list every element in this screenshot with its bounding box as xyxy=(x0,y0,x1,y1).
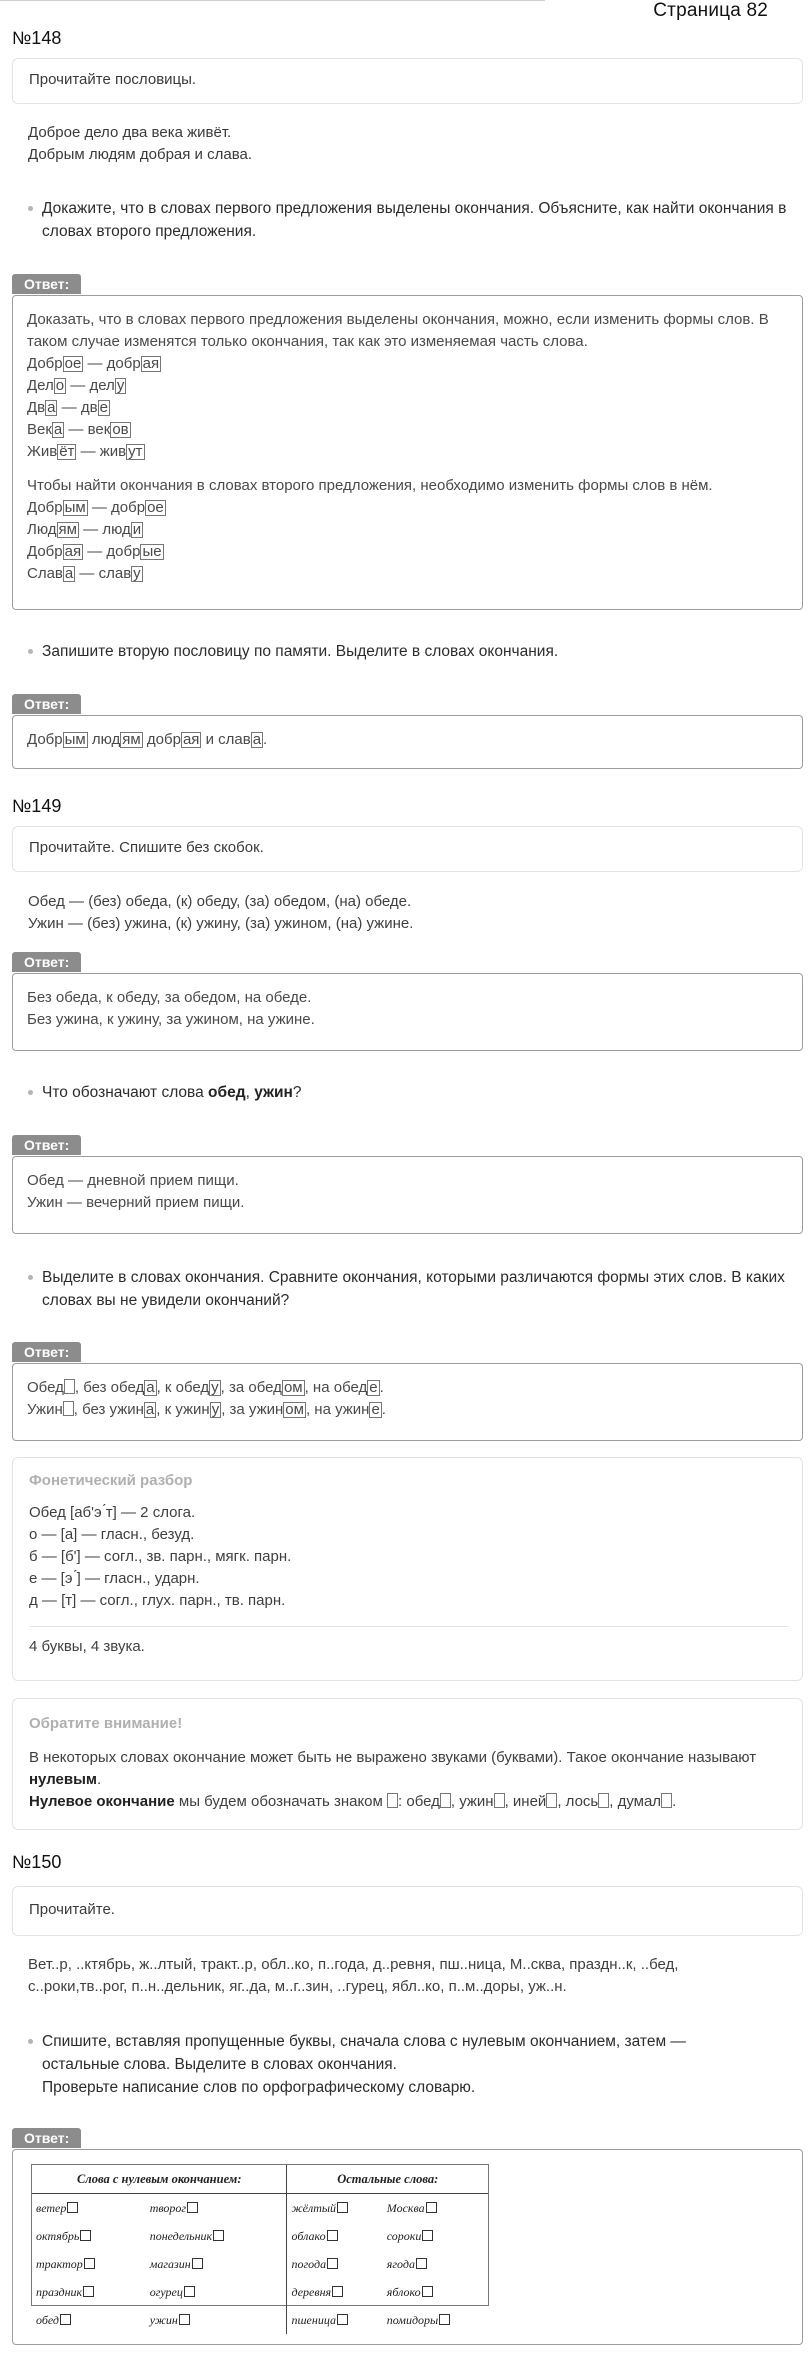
ending: ом xyxy=(283,1379,303,1396)
word-pairs-1 xyxy=(27,353,788,463)
table-row xyxy=(32,2306,488,2334)
word-stem: слав xyxy=(98,565,132,582)
ending-mark xyxy=(426,2202,437,2213)
phonetic-line: о — [а] — гласн., безуд. xyxy=(29,1526,195,1543)
ending-mark xyxy=(67,2202,78,2213)
word-pair-row xyxy=(27,375,788,397)
example-word: , иней xyxy=(504,1793,547,1810)
word: Ужин xyxy=(27,1401,63,1418)
phonetic-divider xyxy=(29,1626,788,1627)
answer-label: Ответ: xyxy=(12,2128,81,2148)
word-pair-row xyxy=(27,353,788,375)
cell-other xyxy=(383,2194,488,2223)
cell-zero xyxy=(146,2306,287,2334)
word-stem: Добр xyxy=(27,543,63,560)
ending: ут xyxy=(128,443,143,460)
word-pair-row xyxy=(27,519,788,541)
zero-ending-mark xyxy=(494,1793,505,1808)
word-stem: век xyxy=(87,421,111,438)
ending: а xyxy=(146,1379,155,1396)
word-stem: дел xyxy=(89,377,115,394)
question-149-3: Выделите в словах окончания. Сравните окончания, которыми различаются формы этих слов. В каких словах вы не увидели окончаний? xyxy=(28,1266,788,1312)
phonetic-total: 4 буквы, 4 звука. xyxy=(29,1638,145,1655)
cell-zero xyxy=(146,2194,287,2223)
zero-ending-mark xyxy=(546,1793,557,1808)
example-word: : обед xyxy=(398,1793,440,1810)
handwritten-word: праздник xyxy=(36,2285,83,2299)
phonetic-line: д — [т] — согл., глух. парн., тв. парн. xyxy=(29,1592,286,1609)
answer-line: Без обеда, к обеду, за обедом, на обеде. xyxy=(27,989,312,1006)
word-pair-row xyxy=(27,441,788,463)
ending: у xyxy=(133,565,141,582)
handwritten-word: понедельник xyxy=(149,2229,213,2243)
question-149-2 xyxy=(28,1081,788,1104)
ending: ым xyxy=(64,499,86,516)
phonetic-line: Обед [аб'э ́т] — 2 слога. xyxy=(29,1504,196,1521)
cell-zero xyxy=(32,2278,146,2306)
handwritten-word: ужин xyxy=(149,2313,178,2327)
bold-word: ужин xyxy=(254,1084,293,1101)
cell-zero xyxy=(32,2306,146,2334)
handwritten-word: обед xyxy=(36,2313,59,2327)
task-149-text: Прочитайте. Спишите без скобок. xyxy=(29,839,264,856)
period: . xyxy=(263,731,268,748)
cell-zero xyxy=(32,2194,146,2223)
word: добр xyxy=(142,731,181,748)
zero-ending-mark xyxy=(661,1793,672,1808)
ending-mark xyxy=(179,2314,190,2325)
question-text: Что обозначают слова xyxy=(42,1084,209,1101)
word: , на обед xyxy=(304,1379,368,1396)
phonetic-analysis-box xyxy=(12,1457,803,1681)
ending: ая xyxy=(142,355,160,372)
table-body xyxy=(32,2194,488,2335)
ending: и xyxy=(132,521,142,538)
ending: а xyxy=(47,399,56,416)
note-sentence: мы будем обозначать знаком xyxy=(174,1793,388,1810)
ending: ая xyxy=(182,731,200,748)
handwritten-word: творог xyxy=(149,2201,187,2215)
word: Добр xyxy=(27,731,63,748)
ending: е xyxy=(369,1379,378,1396)
page-number: Страница 82 xyxy=(653,0,768,21)
handwritten-word: яблоко xyxy=(386,2285,421,2299)
zero-ending-mark xyxy=(440,1793,451,1808)
top-divider xyxy=(0,0,545,1)
handwritten-word: погода xyxy=(291,2257,327,2271)
dash: — xyxy=(76,443,100,460)
word-stem: Жив xyxy=(27,443,58,460)
handwritten-word: облако xyxy=(291,2229,326,2243)
ending: ом xyxy=(285,1401,304,1418)
question-line: Спишите, вставляя пропущенные буквы, сначала слова с нулевым окончанием, затем — xyxy=(42,2033,686,2050)
dash: — xyxy=(64,421,88,438)
word: , за обед xyxy=(220,1379,282,1396)
phonetic-lines xyxy=(29,1502,291,1612)
zero-ending-mark xyxy=(63,1401,74,1416)
cell-other xyxy=(287,2278,383,2306)
task-box-150 xyxy=(12,1886,803,1936)
answer-label: Ответ: xyxy=(12,694,81,714)
handwritten-word: Москва xyxy=(386,2201,425,2215)
word: , на ужин xyxy=(305,1401,370,1418)
ending: ов xyxy=(112,421,129,438)
word-table xyxy=(32,2165,488,2334)
proverb-2: Добрым людям добрая и слава. xyxy=(28,146,253,163)
ending: ям xyxy=(58,521,77,538)
dash: — xyxy=(78,521,103,538)
ending: ые xyxy=(142,543,162,560)
answer-line: Без ужина, к ужину, за ужином, на ужине. xyxy=(27,1011,315,1028)
ending-mark xyxy=(83,2286,94,2297)
dash: — xyxy=(83,543,107,560)
ending-mark xyxy=(337,2202,348,2213)
answer-148-1 xyxy=(12,295,803,610)
answer-line: Обед — дневной прием пищи. xyxy=(27,1172,239,1189)
answer-150-1 xyxy=(12,2149,803,2345)
ending: ым xyxy=(64,731,86,748)
cell-other xyxy=(383,2250,488,2278)
col-header-other-words: Остальные слова: xyxy=(287,2165,488,2194)
period: . xyxy=(379,1379,384,1396)
ending: ая xyxy=(64,543,82,560)
word: Обед xyxy=(27,1379,64,1396)
word-pair-row xyxy=(27,563,788,585)
ending: а xyxy=(145,1401,155,1418)
example-word: , думал xyxy=(609,1793,662,1810)
question-148-1: Докажите, что в словах первого предложения выделены окончания. Объясните, как найти окончания в словах второго предложения. xyxy=(28,197,788,243)
ending: а xyxy=(252,731,262,748)
question-150-1 xyxy=(28,2030,788,2099)
cell-zero xyxy=(32,2250,146,2278)
question-line: остальные слова. Выделите в словах окончания. xyxy=(42,2056,397,2073)
word: , без ужин xyxy=(73,1401,144,1418)
word: , без обед xyxy=(74,1379,145,1396)
word-stem: Век xyxy=(27,421,52,438)
cell-other xyxy=(383,2278,488,2306)
cell-zero xyxy=(146,2278,287,2306)
answer-148-2 xyxy=(12,715,803,769)
ending-mark xyxy=(84,2258,95,2269)
answer-label: Ответ: xyxy=(12,1342,81,1362)
period: . xyxy=(381,1401,386,1418)
handwritten-word: трактор xyxy=(36,2257,83,2271)
word: , к обед xyxy=(156,1379,210,1396)
ending: ёт xyxy=(59,443,75,460)
dash: — xyxy=(83,355,107,372)
ending-mark xyxy=(184,2286,195,2297)
handwritten-word: ягода xyxy=(386,2257,415,2271)
answer-label: Ответ: xyxy=(12,274,81,294)
bold-term: нулевым xyxy=(29,1771,98,1788)
cell-zero xyxy=(146,2222,287,2250)
word-stem: Дел xyxy=(27,377,54,394)
ending-mark xyxy=(60,2314,71,2325)
note-sentence: В некоторых словах окончание может быть не выражено звуками (буквами). Такое окончание называют xyxy=(29,1749,757,1766)
answer-label: Ответ: xyxy=(12,1135,81,1155)
word-stem: добр xyxy=(111,499,146,516)
dash: — xyxy=(75,565,99,582)
word-stem: жив xyxy=(99,443,127,460)
zero-ending-mark xyxy=(598,1793,609,1808)
ending: а xyxy=(53,421,63,438)
note-title: Обратите внимание! xyxy=(29,1715,183,1732)
ending-mark xyxy=(422,2230,433,2241)
ending: ям xyxy=(122,731,141,748)
word-pair-row xyxy=(27,497,788,519)
answer-label: Ответ: xyxy=(12,952,81,972)
word-stem: Добр xyxy=(27,355,63,372)
cell-other xyxy=(383,2222,488,2250)
handwritten-word: жёлтый xyxy=(291,2201,336,2215)
separator: , xyxy=(245,1084,255,1101)
task-148-text: Прочитайте пословицы. xyxy=(29,71,197,88)
word-stem: Добр xyxy=(27,499,63,516)
handwritten-word: помидоры xyxy=(386,2313,439,2327)
phonetic-line: е — [э ́] — гласн., ударн. xyxy=(29,1570,200,1587)
dash: — xyxy=(57,399,81,416)
word-stem: люд xyxy=(102,521,131,538)
handwritten-word: деревня xyxy=(291,2285,332,2299)
proverb-1 xyxy=(28,122,231,144)
ending-mark xyxy=(187,2202,198,2213)
question-mark: ? xyxy=(292,1084,302,1101)
phonetic-title: Фонетический разбор xyxy=(29,1472,193,1489)
question-148-2: Запишите вторую пословицу по памяти. Выделите в словах окончания. xyxy=(28,640,788,663)
cell-zero xyxy=(32,2222,146,2250)
exercise-149-title: №149 xyxy=(12,796,62,816)
handwritten-word: пшеница xyxy=(291,2313,336,2327)
handwritten-word: ветер xyxy=(36,2201,67,2215)
exercise-148-title: №148 xyxy=(12,28,62,48)
ending: а xyxy=(64,565,74,582)
ending: у xyxy=(211,1401,220,1418)
word: и слав xyxy=(201,731,251,748)
phonetic-line: б — [б'] — согл., зв. парн., мягк. парн. xyxy=(29,1548,292,1565)
table-row xyxy=(32,2194,488,2223)
ending-mark xyxy=(439,2314,450,2325)
handwritten-word: октябрь xyxy=(36,2229,80,2243)
note-text xyxy=(29,1747,786,1813)
word-pair-row xyxy=(27,541,788,563)
ending-mark xyxy=(422,2286,433,2297)
col-header-zero-ending: Слова с нулевым окончанием: xyxy=(32,2165,287,2194)
answer-149-2 xyxy=(12,1156,803,1234)
phrase-line-2: Ужин — (без) ужина, (к) ужину, (за) ужином, (на) ужине. xyxy=(28,915,414,932)
example-word: , лось xyxy=(557,1793,599,1810)
ending: у xyxy=(116,377,125,394)
table-row xyxy=(32,2222,488,2250)
answer-149-1 xyxy=(12,973,803,1051)
ending: у xyxy=(211,1379,219,1396)
note-box xyxy=(12,1698,803,1830)
zero-ending-mark xyxy=(64,1379,75,1394)
table-row xyxy=(32,2278,488,2306)
phrase-line-1: Обед — (без) обеда, (к) обеду, (за) обедом, (на) обеде. xyxy=(28,893,412,910)
word-stem: добр xyxy=(106,543,141,560)
word: , за ужин xyxy=(221,1401,284,1418)
task-150-text: Прочитайте. xyxy=(29,1901,115,1918)
dash: — xyxy=(66,377,90,394)
task-box-148 xyxy=(12,58,803,104)
cell-zero xyxy=(146,2250,287,2278)
dash: — xyxy=(87,499,112,516)
example-word: , ужин xyxy=(450,1793,494,1810)
handwritten-word: огурец xyxy=(149,2285,183,2299)
endings-row-obed xyxy=(27,1377,788,1399)
exercise-150-title: №150 xyxy=(12,1852,62,1872)
ending: о xyxy=(55,377,65,394)
word-stem: Люд xyxy=(27,521,57,538)
word-stem: Дв xyxy=(27,399,46,416)
cell-other xyxy=(287,2222,383,2250)
task-box-149 xyxy=(12,826,803,872)
ending-mark xyxy=(327,2230,338,2241)
word: , к ужин xyxy=(156,1401,210,1418)
ending-mark xyxy=(80,2230,91,2241)
answer-mid: Чтобы найти окончания в словах второго предложения, необходимо изменить формы слов в нём. xyxy=(27,477,713,494)
cell-other xyxy=(287,2194,383,2223)
word: люд xyxy=(87,731,121,748)
period: . xyxy=(672,1793,677,1810)
answer-intro: Доказать, что в словах первого предложения выделены окончания, можно, если изменить формы слов. В таком случае изменятся только окончания, так как это изменяемая часть слова. xyxy=(27,311,769,350)
ending: ое xyxy=(147,499,164,516)
ending-mark xyxy=(416,2258,427,2269)
ending: ое xyxy=(64,355,82,372)
ending-mark xyxy=(337,2314,348,2325)
ending-mark xyxy=(192,2258,203,2269)
handwritten-word: сороки xyxy=(386,2229,422,2243)
proverb-1-text: Доброе дело два века живёт. xyxy=(28,124,232,141)
word-stem: Слав xyxy=(27,565,63,582)
table-row xyxy=(32,2250,488,2278)
handwritten-word: магазин xyxy=(149,2257,191,2271)
bold-term: Нулевое окончание xyxy=(29,1793,175,1810)
ending: е xyxy=(99,399,108,416)
handwritten-table xyxy=(31,2164,489,2327)
answer-149-3 xyxy=(12,1363,803,1441)
ending: е xyxy=(371,1401,380,1418)
cell-other xyxy=(287,2306,383,2334)
word-pair-row xyxy=(27,397,788,419)
word-stem: добр xyxy=(106,355,141,372)
ending-mark xyxy=(213,2230,224,2241)
ending-mark xyxy=(327,2258,338,2269)
word-pairs-2 xyxy=(27,497,788,585)
zero-ending-mark xyxy=(387,1793,398,1808)
cell-other xyxy=(287,2250,383,2278)
ending-mark xyxy=(332,2286,343,2297)
word-stem: дв xyxy=(80,399,98,416)
cell-other xyxy=(383,2306,488,2334)
period: . xyxy=(97,1771,102,1788)
exercise-150-text: Вет..р, ..ктябрь, ж..лтый, тракт..р, обл..ко, п..года, д..ревня, пш..ница, М..сква, праздн..к, ..бед, с..роки,тв..рог, п..н..дельник, яг..да, м..г..зин, ..гурец, ябл..ко, п..м..доры, уж..н. xyxy=(28,1956,679,1995)
answer-line: Ужин — вечерний прием пищи. xyxy=(27,1194,245,1211)
word-pair-row xyxy=(27,419,788,441)
bold-word: обед xyxy=(208,1084,246,1101)
endings-row-uzhin xyxy=(27,1399,788,1421)
question-line: Проверьте написание слов по орфографическому словарю. xyxy=(42,2079,476,2096)
